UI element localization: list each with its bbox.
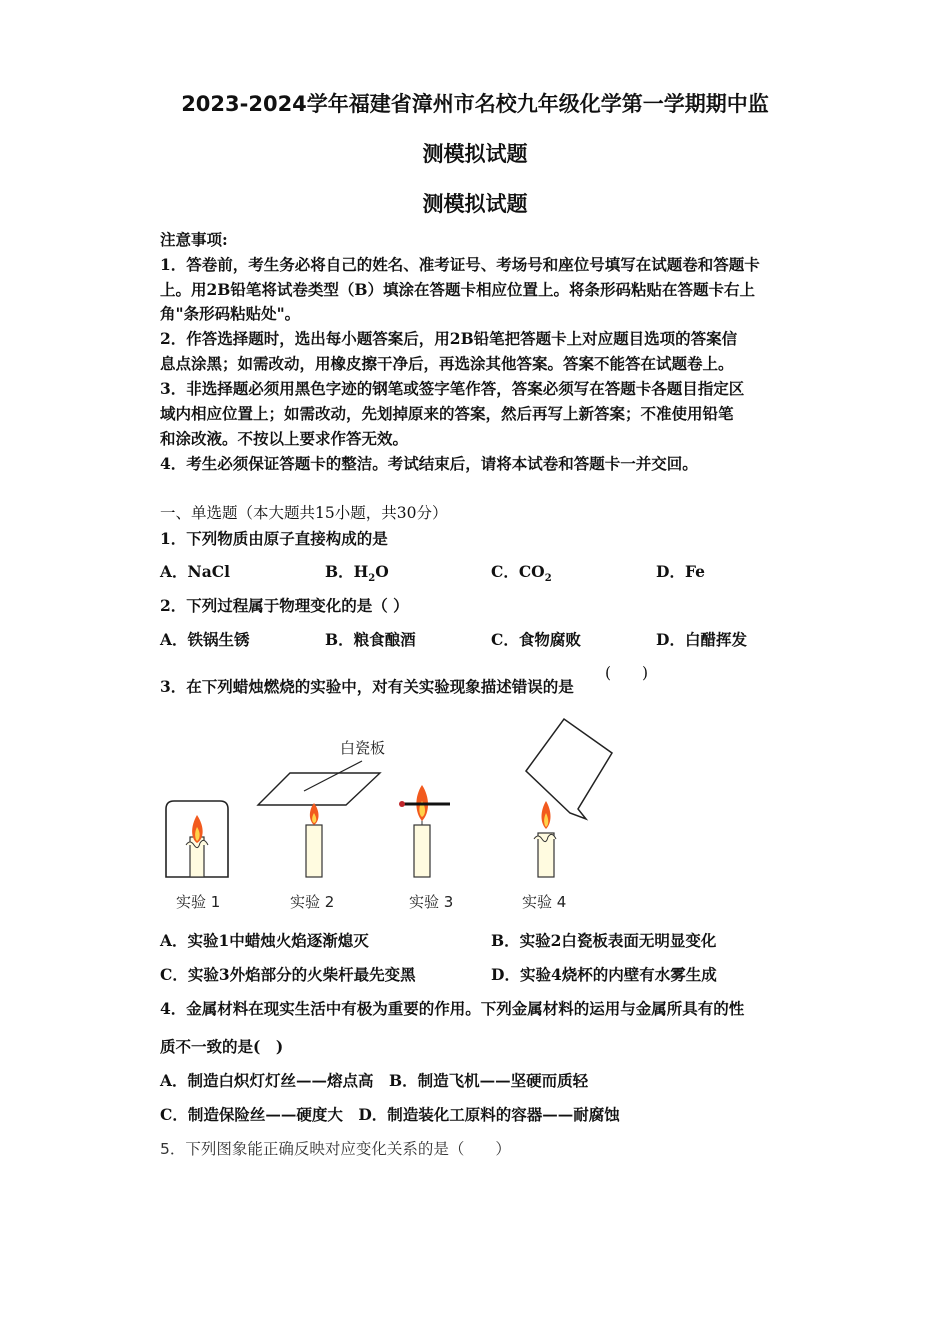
- notes-line: 3．非选择题必须用黑色字迹的钢笔或签字笔作答，答案必须写在答题卡各题目指定区: [160, 379, 745, 398]
- experiment-4-drawing: [526, 719, 612, 877]
- exam-title-line-3: 测模拟试题: [422, 192, 528, 216]
- q3-option-d: D．实验4烧杯的内壁有水雾生成: [491, 965, 717, 984]
- question-2-stem: 2．下列过程属于物理变化的是（ ）: [160, 596, 409, 615]
- q3-option-a: A．实验1中蜡烛火焰逐渐熄灭: [160, 931, 369, 950]
- experiment-1-label: 实验 1: [176, 893, 221, 911]
- q2-option-b: B．粮食酿酒: [325, 630, 416, 649]
- q1-option-b: B．$H_2O$: [325, 562, 389, 585]
- experiment-4-label: 实验 4: [522, 893, 567, 911]
- notes-line: 1．答卷前，考生务必将自己的姓名、准考证号、考场号和座位号填写在试题卷和答题卡: [160, 255, 760, 274]
- experiment-3-label: 实验 3: [409, 893, 454, 911]
- question-3-paren: ( ): [605, 664, 649, 682]
- experiment-2-label: 实验 2: [290, 893, 335, 911]
- notes-line: 2．作答选择题时，选出每小题答案后，用2B铅笔把答题卡上对应题目选项的答案信: [160, 329, 738, 348]
- exam-title-line-1: 2023-2024学年福建省漳州市名校九年级化学第一学期期中监: [181, 92, 769, 116]
- question-4-stem-line-1: 4．金属材料在现实生活中有极为重要的作用。下列金属材料的运用与金属所具有的性: [160, 999, 745, 1018]
- question-3-stem: 3．在下列蜡烛燃烧的实验中，对有关实验现象描述错误的是: [160, 677, 574, 696]
- notes-line: 角"条形码粘贴处"。: [160, 304, 301, 323]
- q1-option-a: A．NaCl: [160, 562, 230, 581]
- candle-experiments-svg: [160, 705, 640, 920]
- notes-line: 和涂改液。不按以上要求作答无效。: [160, 429, 409, 448]
- experiment-2-drawing: [258, 761, 380, 877]
- q4-options-cd: C．制造保险丝——硬度大 D．制造装化工原料的容器——耐腐蚀: [160, 1105, 620, 1124]
- white-plate-label: 白瓷板: [340, 739, 386, 757]
- q3-option-b: B．实验2白瓷板表面无明显变化: [491, 931, 717, 950]
- section-heading: 一、单选题（本大题共15小题，共30分）: [160, 504, 448, 522]
- q4-options-ab: A．制造白炽灯灯丝——熔点高 B．制造飞机——坚硬而质轻: [160, 1071, 589, 1090]
- q1-option-d: D．Fe: [656, 562, 705, 581]
- notes-heading: 注意事项:: [160, 230, 228, 249]
- notes-line: 息点涂黑；如需改动，用橡皮擦干净后，再选涂其他答案。答案不能答在试题卷上。: [160, 354, 734, 373]
- question-4-stem-line-2: 质不一致的是( ): [160, 1037, 284, 1056]
- q1-option-c: C．$CO_2$: [491, 562, 552, 585]
- notes-line: 域内相应位置上；如需改动，先划掉原来的答案，然后再写上新答案；不准使用铅笔: [160, 404, 734, 423]
- exam-title-line-2: 测模拟试题: [422, 142, 528, 166]
- candle-experiments-figure: [160, 705, 640, 920]
- notes-line: 4．考生必须保证答题卡的整洁。考试结束后，请将本试卷和答题卡一并交回。: [160, 454, 698, 473]
- q2-option-d: D．白醋挥发: [656, 630, 747, 649]
- q3-option-c: C．实验3外焰部分的火柴杆最先变黑: [160, 965, 416, 984]
- experiment-1-drawing: [166, 801, 228, 877]
- notes-line: 上。用2B铅笔将试卷类型（B）填涂在答题卡相应位置上。将条形码粘贴在答题卡右上: [160, 280, 755, 299]
- q2-option-c: C．食物腐败: [491, 630, 581, 649]
- question-5-stem: 5．下列图象能正确反映对应变化关系的是（ ）: [160, 1140, 511, 1158]
- experiment-3-drawing: [399, 785, 450, 877]
- q2-option-a: A．铁锅生锈: [160, 630, 250, 649]
- question-1-stem: 1．下列物质由原子直接构成的是: [160, 529, 388, 548]
